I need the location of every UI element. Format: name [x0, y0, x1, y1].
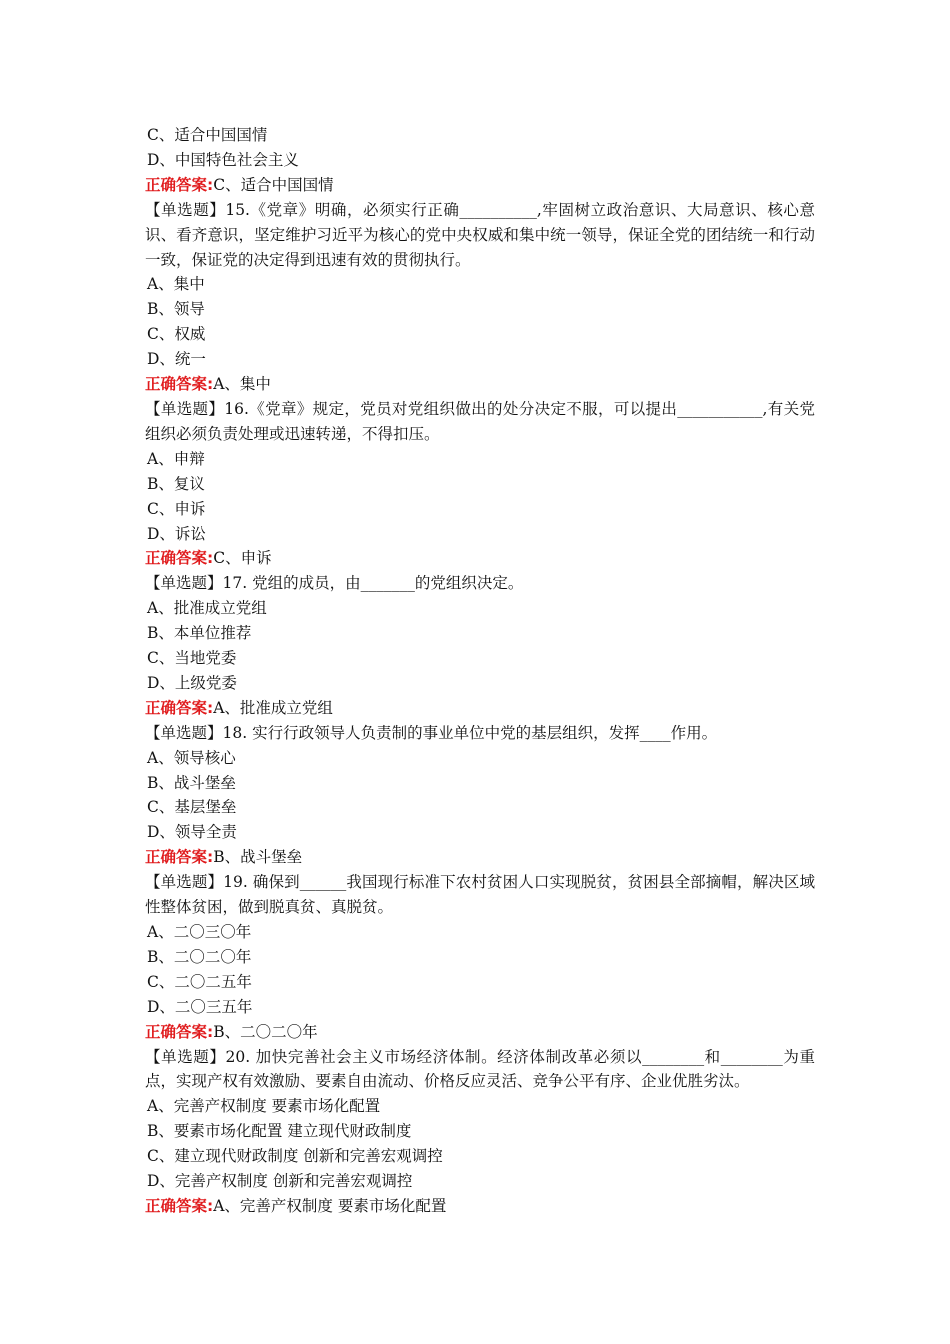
option-line: B、领导 [147, 300, 205, 319]
answer-line [145, 372, 815, 397]
answer-text: B、二〇二〇年 [213, 1022, 318, 1041]
option-line: B、二〇二〇年 [147, 947, 252, 966]
answer-label: 正确答案: [145, 1196, 214, 1215]
option-line: A、二〇三〇年 [147, 923, 252, 941]
answer-line [145, 1020, 815, 1045]
answer-label: 正确答案: [145, 1022, 214, 1041]
option-line: D、领导全责 [147, 823, 237, 842]
answer-text: C、申诉 [213, 549, 272, 568]
question-text: 【单选题】16.《党章》规定，党员对党组织做出的处分决定不服，可以提出___________,有关党组织必须负责处理或迅速转递，不得扣压。 [145, 399, 815, 443]
option-line: C、当地党委 [147, 649, 237, 668]
option-line: C、申诉 [147, 499, 206, 518]
option-line: D、二〇三五年 [147, 997, 253, 1016]
option-line: A、集中 [147, 275, 205, 294]
answer-line [145, 845, 815, 870]
answer-text: C、适合中国国情 [213, 175, 334, 194]
option-line: D、中国特色社会主义 [147, 150, 299, 169]
option-line: A、领导核心 [147, 748, 236, 767]
option-line: D、统一 [147, 350, 206, 369]
question-text: 【单选题】19. 确保到______我国现行标准下农村贫困人口实现脱贫，贫困县全部摘帽，解决区域性整体贫困，做到脱真贫、真脱贫。 [145, 873, 815, 917]
answer-text: A、批准成立党组 [213, 698, 333, 717]
answer-line [145, 1194, 815, 1219]
answer-text: B、战斗堡垒 [213, 848, 303, 867]
answer-line [145, 173, 815, 198]
option-line: D、上级党委 [147, 673, 237, 692]
option-line: B、本单位推荐 [147, 624, 252, 643]
answer-line [145, 696, 815, 721]
question-text: 【单选题】15.《党章》明确，必须实行正确__________,牢固树立政治意识、大局意识、核心意识、看齐意识，坚定维护习近平为核心的党中央权威和集中统一领导，保证全党的团结统一和行动一致，保证党的决定得到迅速有效的贯彻执行。 [145, 200, 815, 269]
document-content [145, 123, 815, 1219]
answer-line [145, 546, 815, 571]
option-line: A、申辩 [147, 449, 205, 468]
answer-label: 正确答案: [145, 549, 214, 568]
option-line: B、要素市场化配置 建立现代财政制度 [147, 1122, 412, 1141]
answer-text: A、集中 [213, 375, 271, 394]
question-text: 【单选题】18. 实行行政领导人负责制的事业单位中党的基层组织，发挥____作用。 [145, 723, 718, 742]
option-line: C、适合中国国情 [147, 126, 268, 144]
option-line: B、战斗堡垒 [147, 773, 236, 792]
option-line: D、完善产权制度 创新和完善宏观调控 [147, 1172, 413, 1191]
answer-text: A、完善产权制度 要素市场化配置 [213, 1196, 447, 1215]
option-line: C、二〇二五年 [147, 972, 252, 991]
question-text: 【单选题】17. 党组的成员，由_______的党组织决定。 [145, 574, 524, 593]
answer-label: 正确答案: [145, 848, 214, 867]
option-line: B、复议 [147, 474, 205, 493]
option-line: D、诉讼 [147, 524, 206, 543]
question-text: 【单选题】20. 加快完善社会主义市场经济体制。经济体制改革必须以________和________为重点，实现产权有效激励、要素自由流动、价格反应灵活、竞争公平有序、企业优胜劣汰。 [145, 1047, 815, 1091]
option-line: C、建立现代财政制度 创新和完善宏观调控 [147, 1147, 443, 1166]
answer-label: 正确答案: [145, 175, 214, 194]
answer-label: 正确答案: [145, 698, 214, 717]
option-line: C、基层堡垒 [147, 798, 237, 817]
answer-label: 正确答案: [145, 375, 214, 394]
option-line: C、权威 [147, 325, 206, 344]
option-line: A、完善产权制度 要素市场化配置 [147, 1097, 381, 1116]
option-line: A、批准成立党组 [147, 599, 267, 618]
